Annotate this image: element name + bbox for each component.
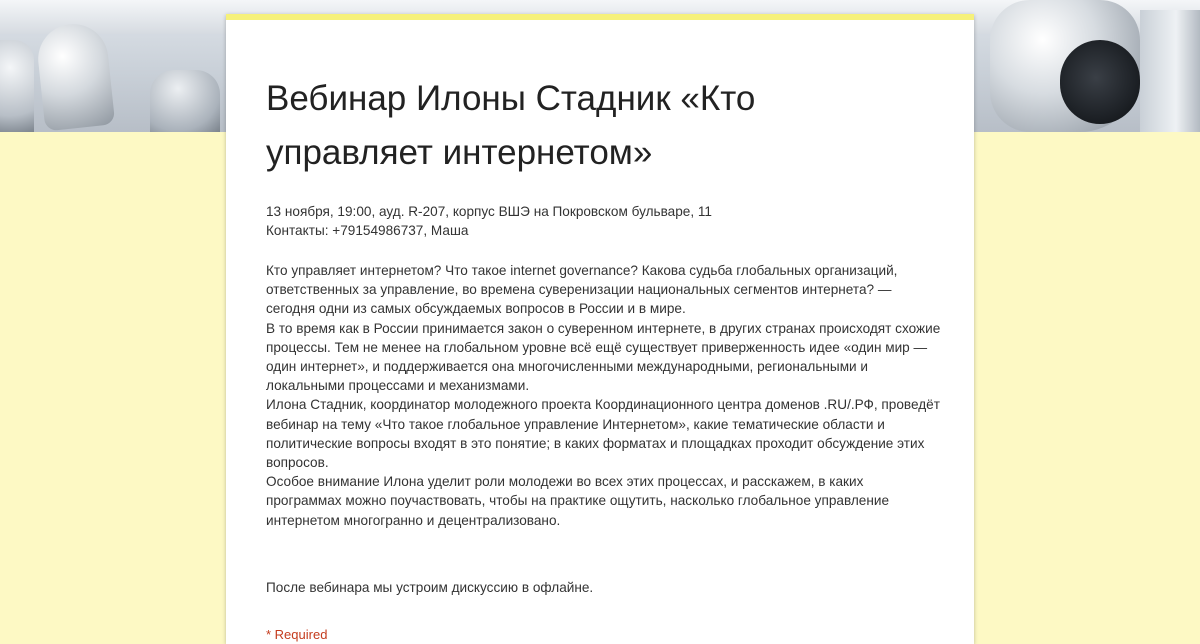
event-contacts: Контакты: +79154986737, Маша <box>266 223 469 238</box>
form-card <box>226 14 974 644</box>
camera-left-small <box>150 70 220 132</box>
camera-left <box>35 21 115 132</box>
form-description <box>266 261 942 530</box>
form-title: Вебинар Илоны Стадник «Кто управляет интернетом» <box>266 79 756 172</box>
event-date-location: 13 ноября, 19:00, ауд. R-207, корпус ВШЭ на Покровском бульваре, 11 <box>266 204 712 219</box>
description-paragraph: В то время как в России принимается закон о суверенном интернете, в других странах происходят схожие процессы. Тем не менее на глобальном уровне всё ещё существует приверженность идее «один мир — один интернет», и поддерживается она многочисленными международными, региональными и локальными процессами и механизмами. <box>266 320 941 394</box>
event-meta <box>266 202 906 240</box>
camera-right-lens <box>1060 40 1140 124</box>
description-paragraph: Илона Стадник, координатор молодежного проекта Координационного центра доменов .RU/.РФ, проведёт вебинар на тему «Что такое глобальное управление Интернетом», какие тематические области и политические вопросы входят в это понятие; в каких форматах и площадках проходит обсуждение этих вопросов. <box>266 397 940 471</box>
required-note: * Required <box>266 627 328 642</box>
description-paragraph: Кто управляет интернетом? Что такое internet governance? Какова судьба глобальных организаций, ответственных за управление, во времена суверенизации национальных сегментов интернета? — сегодня одни из самых обсуждаемых вопросов в России и в мире. <box>266 263 898 317</box>
description-paragraph: Особое внимание Илона уделит роли молодежи во всех этих процессах, и расскажем, в каких программах можно поучаствовать, чтобы на практике ощутить, насколько глобальное управление интернетом многогранно и децентрализовано. <box>266 474 890 528</box>
camera-right-edge <box>1140 10 1200 132</box>
camera-left-edge <box>0 40 34 132</box>
after-webinar-note: После вебинара мы устроим дискуссию в офлайне. <box>266 580 594 595</box>
